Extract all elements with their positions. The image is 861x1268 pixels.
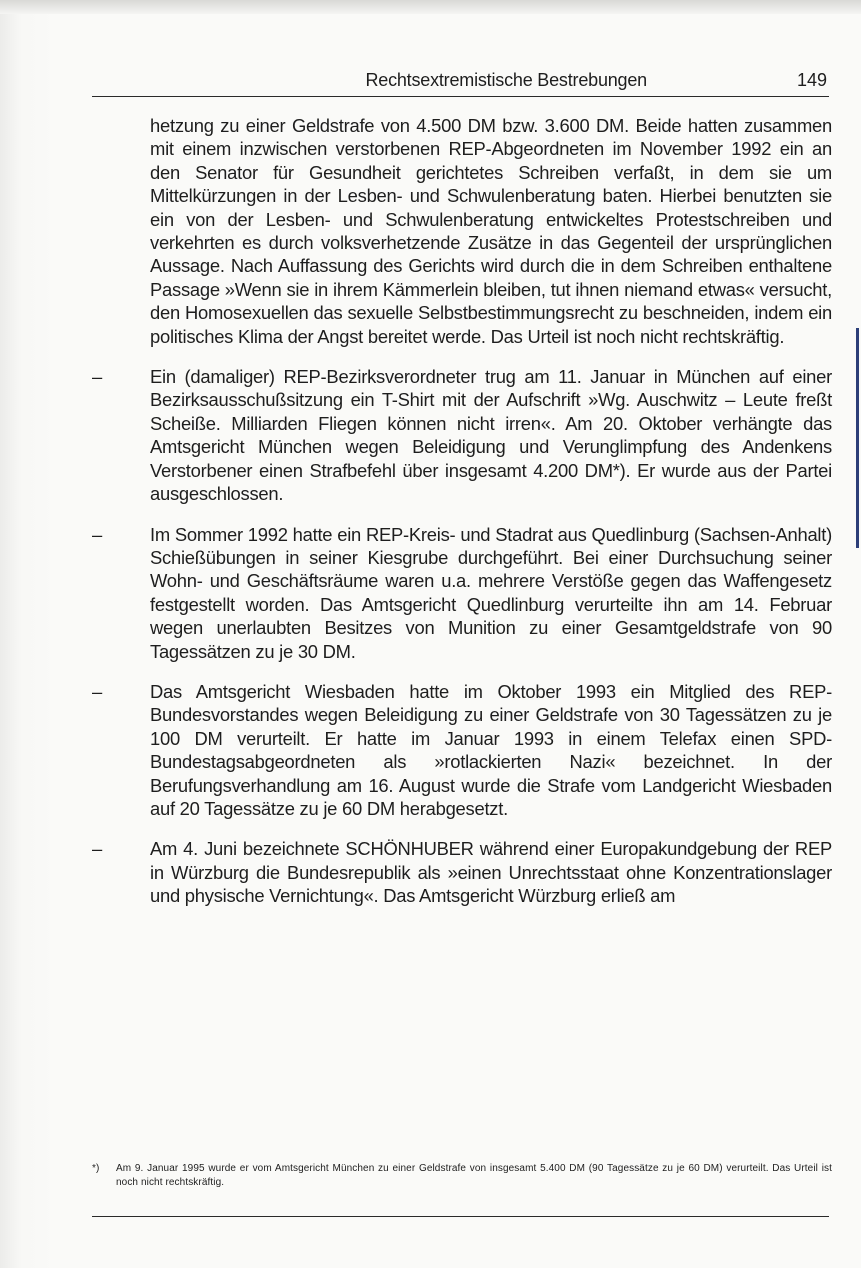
margin-marker: [856, 328, 859, 548]
list-item: [92, 837, 832, 907]
list-item: [92, 365, 832, 505]
page-top-edge: [0, 0, 861, 14]
paragraph-5: Am 4. Juni bezeichnete SCHÖNHUBER während einer Europakundgebung der REP in Würzburg die Bundesrepublik als »einen Unrechtsstaat ohne Konzentrationslager und physische Vernichtung«. Das Amtsgericht Würzburg erließ am: [150, 838, 832, 907]
paragraph-4: Das Amtsgericht Wiesbaden hatte im Oktober 1993 ein Mitglied des REP-Bundesvorstandes wegen Beleidigung zu einer Geldstrafe von 30 Tagessätzen zu je 100 DM verurteilt. Er hatte im Januar 1993 in einem Telefax einen SPD-Bundestagsabgeordneten als »rotlackierten Nazi« bezeichnet. In der Berufungsverhandlung am 16. August wurde die Strafe vom Landgericht Wiesbaden auf 20 Tagessätze zu je 60 DM herabgesetzt.: [150, 680, 832, 819]
list-item: [92, 523, 832, 663]
paragraph-3: Im Sommer 1992 hatte ein REP-Kreis- und Stadrat aus Quedlinburg (Sachsen-Anhalt) Schießübungen in seiner Kiesgrube durchgeführt. Bei einer Durchsuchung seiner Wohn- und Geschäftsräume waren u.a. mehrere Verstöße gegen das Waffengesetz festgestellt worden. Das Amtsgericht Quedlinburg verurteilte ihn am 14. Februar wegen unerlaubten Besitzes von Munition zu einer Gesamtgeldstrafe von 90 Tagessätzen zu je 30 DM.: [150, 523, 832, 662]
header-title: Rechtsextremistische Bestrebungen: [365, 70, 647, 90]
paragraph-1: hetzung zu einer Geldstrafe von 4.500 DM bzw. 3.600 DM. Beide hatten zusammen mit einem inzwischen verstorbenen REP-Abgeordneten im November 1992 ein an den Senator für Gesundheit gerichtetes Schreiben verfaßt, in dem sie um Mittelkürzungen in der Lesben- und Schwulenberatung baten. Hierbei benutzten sie ein von der Lesben- und Schwulenberatung entwickeltes Protestschreiben und verkehrten es durch volksverhetzende Zusätze in das Gegenteil der ursprünglichen Aussage. Nach Auffassung des Gerichts wird durch die in dem Schreiben enthaltene Passage »Wenn sie in ihrem Kämmerlein bleiben, tut ihnen niemand etwas« versucht, den Homosexuellen das sexuelle Selbstbestimmungsrecht zu beschneiden, indem ein politisches Klima der Angst bereitet werde. Das Urteil ist noch nicht rechtskräftig.: [150, 115, 832, 347]
list-dash: –: [92, 366, 103, 388]
body-text: [92, 114, 832, 908]
paragraph-2: Ein (damaliger) REP-Bezirksverordneter trug am 11. Januar in München auf einer Bezirksausschußsitzung ein T-Shirt mit der Aufschrift »Wg. Auschwitz – Leute freßt Scheiße. Milliarden Fliegen können nicht irren«. Am 20. Oktober verhängte das Amtsgericht München wegen Beleidigung und Verunglimpfung des Andenkens Verstorbener einen Strafbefehl über insgesamt 4.200 DM*). Er wurde aus der Partei ausgeschlossen.: [150, 366, 832, 505]
page-number: 149: [796, 70, 827, 90]
footnote: [92, 1162, 832, 1190]
footer-rule: [92, 1216, 829, 1217]
footnote-text: Am 9. Januar 1995 wurde er vom Amtsgericht München zu einer Geldstrafe von insgesamt 5.400 DM (90 Tagessätze zu je 60 DM) verurteilt. Das Urteil ist noch nicht rechtskräftig.: [116, 1163, 832, 1188]
list-item: [92, 680, 832, 820]
list-dash: –: [92, 523, 103, 545]
running-header: [92, 70, 829, 97]
list-dash: –: [92, 680, 103, 702]
list-dash: –: [92, 838, 103, 860]
footnote-marker: *): [92, 1163, 100, 1174]
